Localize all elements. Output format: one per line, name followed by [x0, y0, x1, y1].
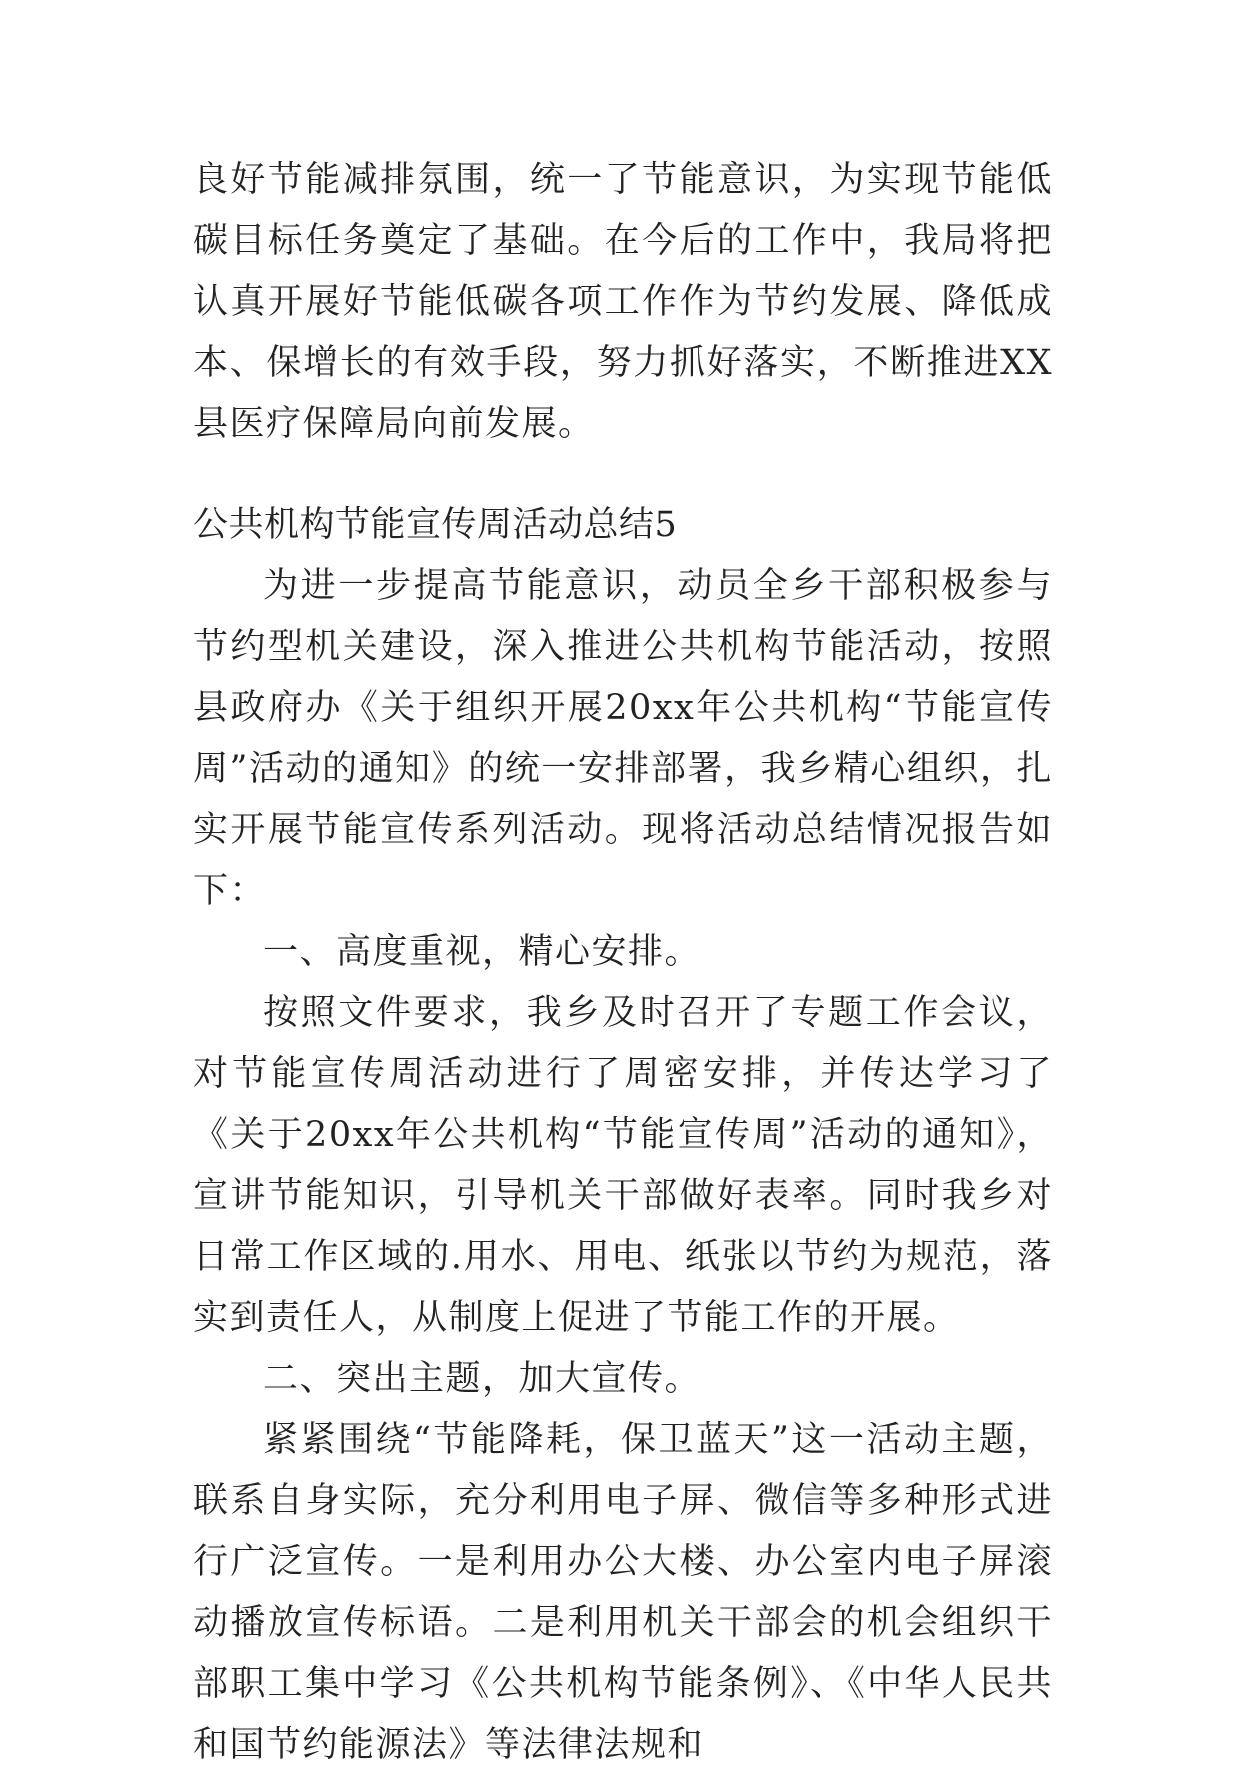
section-title: 公共机构节能宣传周活动总结5: [193, 505, 678, 545]
heading-one: 一、高度重视，精心安排。: [263, 932, 702, 972]
heading-two: 二、突出主题，加大宣传。: [263, 1359, 702, 1399]
paragraph-one: 按照文件要求，我乡及时召开了专题工作会议，对节能宣传周活动进行了周密安排，并传达学习了《关于20xx年公共机构“节能宣传周”活动的通知》，宣讲节能知识，引导机关干部做好表率。同时我乡对日常工作区域的.用水、用电、纸张以节约为规范，落实到责任人，从制度上促进了节能工作的开展。: [193, 993, 1053, 1338]
paragraph-two: 紧紧围绕“节能降耗，保卫蓝天”这一活动主题，联系自身实际，充分利用电子屏、微信等多种形式进行广泛宣传。一是利用办公大楼、办公室内电子屏滚动播放宣传标语。二是利用机关干部会的机会组织干部职工集中学习《公共机构节能条例》、《中华人民共和国节约能源法》等法律法规和: [193, 1420, 1053, 1765]
document-body: [193, 150, 1053, 1776]
paragraph-intro: 为进一步提高节能意识，动员全乡干部积极参与节约型机关建设，深入推进公共机构节能活动，按照县政府办《关于组织开展20xx年公共机构“节能宣传周”活动的通知》的统一安排部署，我乡精心组织，扎实开展节能宣传系列活动。现将活动总结情况报告如下：: [193, 566, 1053, 911]
paragraph-continuation: 良好节能减排氛围，统一了节能意识，为实现节能低碳目标任务奠定了基础。在今后的工作中，我局将把认真开展好节能低碳各项工作作为节约发展、降低成本、保增长的有效手段，努力抓好落实，不断推进XX县医疗保障局向前发展。: [193, 160, 1053, 444]
